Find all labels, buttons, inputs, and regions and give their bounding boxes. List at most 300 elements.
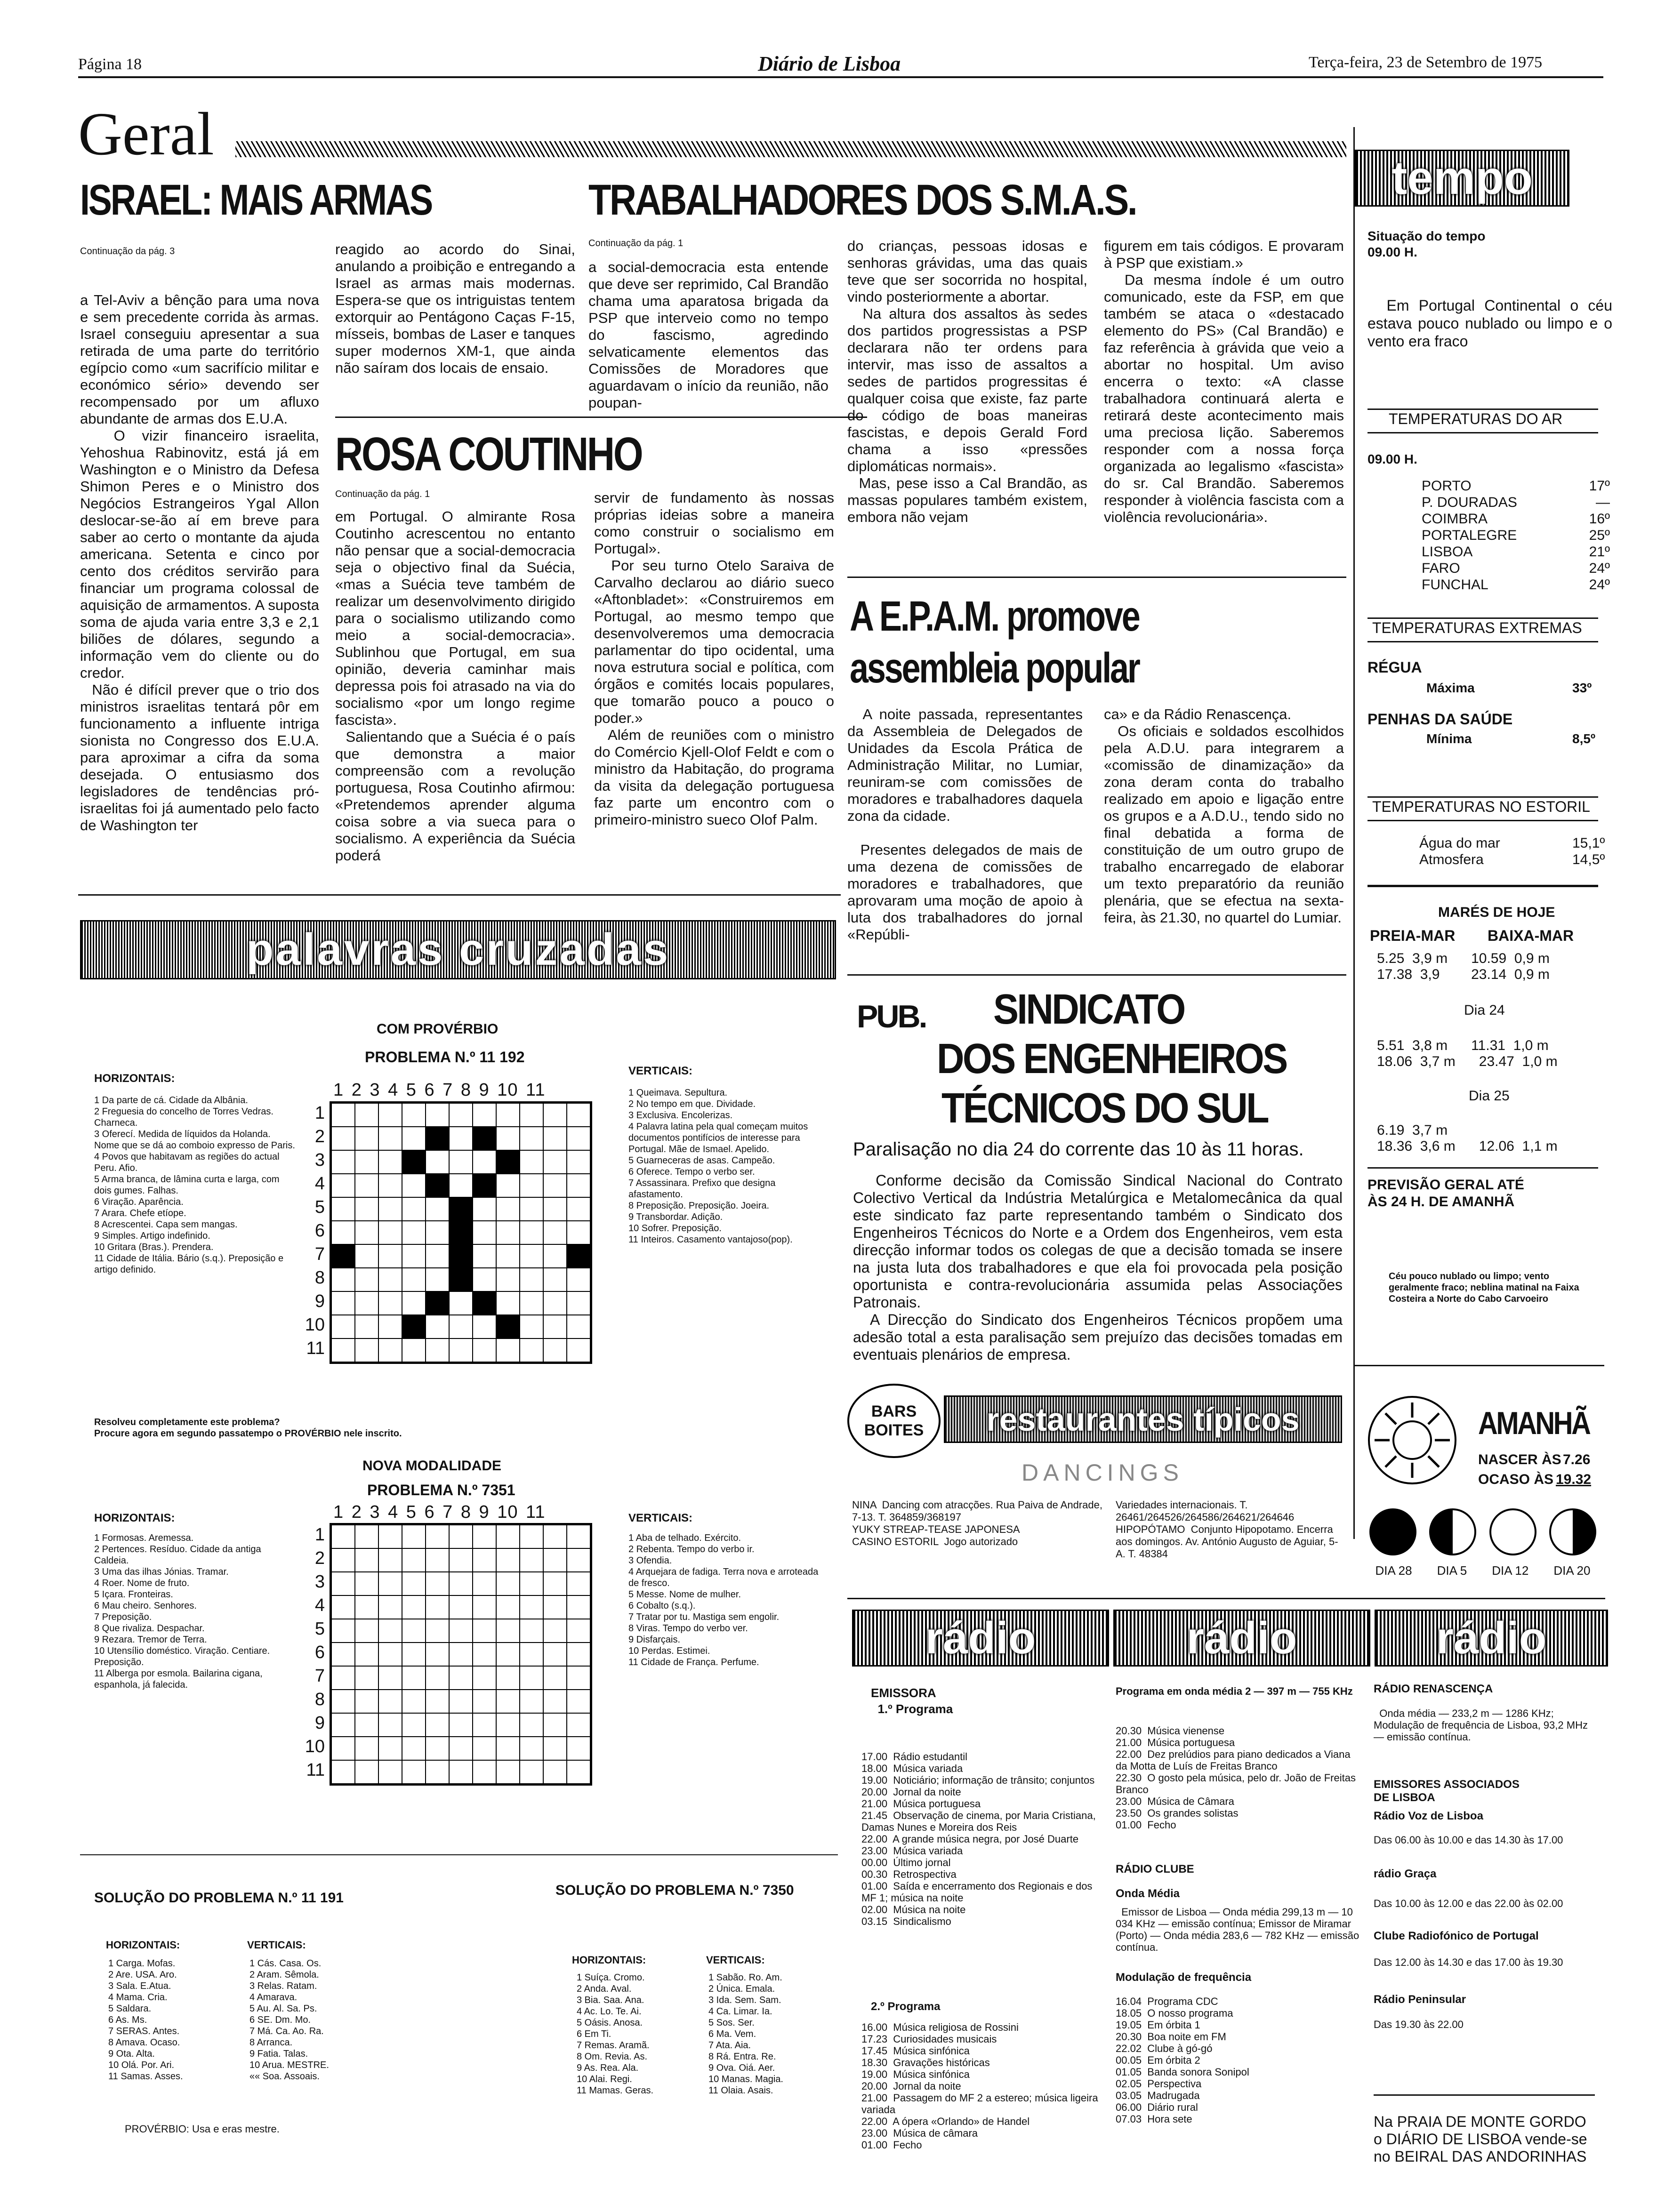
grid-cell [449, 1737, 473, 1760]
grid-cell [473, 1737, 496, 1760]
ar-row [1422, 494, 1610, 511]
moon-new-icon [1367, 1506, 1419, 1558]
cruzadas-sub2: NOVA MODALIDADE [362, 1458, 501, 1474]
grid-cell [449, 1103, 473, 1127]
grid-cell [567, 1244, 590, 1268]
phase-label: DIA 5 [1437, 1563, 1467, 1578]
grid-cell [331, 1221, 355, 1244]
penhas-label: PENHAS DA SAÚDE [1367, 711, 1513, 728]
tempo-banner [1355, 150, 1569, 207]
ar-hour: 09.00 H. [1367, 452, 1417, 466]
sol2-title: SOLUÇÃO DO PROBLEMA N.º 7350 [555, 1883, 794, 1898]
grid-cell [331, 1174, 355, 1197]
cruzadas-prob1: PROBLEMA N.º 11 192 [365, 1049, 525, 1066]
grid-cell [520, 1548, 543, 1572]
grid-cell [543, 1103, 567, 1127]
radio-voz-title: Rádio Voz de Lisboa [1374, 1810, 1483, 1822]
grid-cell [449, 1643, 473, 1666]
grid-cell [355, 1103, 378, 1127]
smas-continuation: Continuação da pág. 1 [588, 238, 684, 248]
radio-onda-media-title: Onda Média [1116, 1887, 1180, 1900]
grid-cell [520, 1197, 543, 1221]
grid-cell [378, 1150, 402, 1174]
grid-cell [355, 1244, 378, 1268]
grid-cell [496, 1197, 520, 1221]
ar-city: P. DOURADAS [1422, 495, 1517, 510]
ar-row [1422, 511, 1610, 527]
grid-cell [355, 1525, 378, 1548]
radio-clube-port-title: Clube Radiofónico de Portugal [1374, 1930, 1539, 1942]
grid-cell [473, 1221, 496, 1244]
ar-row [1422, 577, 1610, 593]
grid-cell [378, 1315, 402, 1338]
ar-row [1422, 478, 1610, 494]
phase-label: DIA 28 [1375, 1563, 1412, 1578]
estoril-bottom-rule [1367, 820, 1598, 821]
grid-cell [331, 1197, 355, 1221]
sol2-vert-label: VERTICAIS: [706, 1954, 765, 1966]
grid-cell [355, 1315, 378, 1338]
grid-cell [473, 1244, 496, 1268]
grid-cell [402, 1737, 426, 1760]
radio-top-rule [847, 1598, 1605, 1599]
grid-cell [426, 1291, 449, 1315]
grid-cell [355, 1197, 378, 1221]
bars-logo-line1: BARS [871, 1403, 917, 1420]
grid-cell [449, 1244, 473, 1268]
israel-col2: reagido ao acordo do Sinai, anulando a proibição e entregando a Israel as armas mais modernas. Espera-se que os intriguistas tentem extorquir ao Pentágono Caças F-15, mísseis, bombas de Laser e tanques super modernos XM-1, que ainda não saíram dos locais de ensaio. [335, 241, 579, 376]
grid-cell [402, 1760, 426, 1784]
grid-cell [331, 1127, 355, 1150]
grid-cell [426, 1315, 449, 1338]
israel-headline: ISRAEL: MAIS ARMAS [80, 176, 432, 224]
grid-cell [496, 1221, 520, 1244]
cruzadas-prob2: PROBLEMA N.º 7351 [367, 1482, 515, 1499]
previsao-title: PREVISÃO GERAL ATÉ ÀS 24 H. DE AMANHÃ [1367, 1177, 1524, 1210]
grid-cell [449, 1268, 473, 1291]
horiz2-label: HORIZONTAIS: [94, 1512, 175, 1524]
grid-cell [543, 1315, 567, 1338]
radio-emissora-prog2-title: 2.º Programa [871, 2000, 941, 2013]
resolveu-note: Resolveu completamente este problema? Procure agora em segundo passatempo o PROVÉRBIO nele inscrito. [94, 1417, 402, 1439]
grid-cell [496, 1268, 520, 1291]
previsao-top-rule [1367, 1167, 1598, 1169]
ar-city: PORTALEGRE [1422, 528, 1517, 543]
ocaso-value: 19.32 [1556, 1472, 1592, 1487]
grid-cell [520, 1713, 543, 1737]
grid-cell [496, 1713, 520, 1737]
grid-cell [378, 1525, 402, 1548]
grid-cell [402, 1713, 426, 1737]
grid-cell [520, 1291, 543, 1315]
grid-cell [496, 1150, 520, 1174]
grid-cell [331, 1595, 355, 1619]
grid-cell [567, 1150, 590, 1174]
grid-cell [426, 1595, 449, 1619]
issue-date: Terça-feira, 23 de Setembro de 1975 [1309, 54, 1543, 71]
ar-city: PORTO [1422, 478, 1472, 494]
grid-cell [378, 1174, 402, 1197]
grid-cell [378, 1268, 402, 1291]
grid-cell [567, 1619, 590, 1643]
ar-row [1422, 560, 1610, 577]
radio-modfreq: 16.04 Programa CDC 18.05 O nosso programa 19.05 Em órbita 1 20.30 Boa noite em FM 22.02 Clube à gó-gó 00.05 Em órbita 2 01.05 Banda sonora Sonipol 02.05 Perspectiva 03.05 Madrugada 06.00 Diário rural 07.03 Hora sete [1116, 1996, 1249, 2125]
solucao-divider [80, 1854, 838, 1855]
tempo-situacao: Em Portugal Continental o céu estava pouco nublado ou limpo e o vento era fraco [1367, 297, 1617, 350]
epam-col2: ca» e da Rádio Renascença. Os oficiais e soldados escolhidos pela A.D.U. para integrarem a «comissão de dinamização» da zona deram conta do trabalho realizado em apoio e ligação entre os grupos e a A.D.U., tendo sido no final debatida a forma de constituição de um outro grupo de trabalho encarregado de elaborar um texto preparatório da reunião plenária, que se efectua na sexta-feira, às 21.30, no quartel do Lumiar. [1104, 706, 1344, 926]
regua-value: 33º [1572, 681, 1592, 695]
grid-cell [426, 1690, 449, 1713]
pub-title-2: DOS ENGENHEIROS [937, 1035, 1287, 1082]
radio-clube-port: Das 12.00 às 14.30 e das 17.00 às 19.30 [1374, 1956, 1563, 1968]
grid-cell [355, 1595, 378, 1619]
grid-cell [331, 1268, 355, 1291]
grid-cell [520, 1595, 543, 1619]
grid-cell [543, 1127, 567, 1150]
grid-cell [567, 1291, 590, 1315]
radio-voz: Das 06.00 às 10.00 e das 14.30 às 17.00 [1374, 1834, 1563, 1846]
grid-cell [543, 1548, 567, 1572]
grid2-row-numbers: 1 2 3 4 5 6 7 8 9 10 11 [305, 1525, 325, 1780]
ar-top-rule [1367, 409, 1598, 410]
grid-cell [496, 1737, 520, 1760]
grid-cell [520, 1221, 543, 1244]
grid-cell [496, 1244, 520, 1268]
estoril-title: TEMPERATURAS NO ESTORIL [1372, 798, 1590, 815]
crossword-grid-2 [330, 1523, 592, 1786]
grid-cell [520, 1174, 543, 1197]
grid-cell [543, 1595, 567, 1619]
grid-cell [543, 1268, 567, 1291]
ar-temp: 21º [1589, 544, 1610, 560]
grid-cell [426, 1244, 449, 1268]
grid-cell [449, 1150, 473, 1174]
grid-cell [473, 1197, 496, 1221]
grid-cell [378, 1244, 402, 1268]
grid-cell [449, 1338, 473, 1362]
radio-emissora-prog1: 17.00 Rádio estudantil 18.00 Música variada 19.00 Noticiário; informação de trânsito; conjuntos 20.00 Jornal da noite 21.00 Música portuguesa 21.45 Observação de cinema, por Maria Cristiana, Damas Nunes e Moreira dos Reis 22.00 A grande música negra, por José Duarte 23.00 Música variada 00.00 Último jornal 00.30 Retrospectiva 01.00 Saída e encerramento dos Regionais e dos MF 1; música na noite 02.00 Música na noite 03.15 Sindicalismo [861, 1751, 1096, 1927]
grid-cell [567, 1197, 590, 1221]
mares-top-rule [1367, 885, 1598, 887]
radio-emissora-title: EMISSORA 1.º Programa [871, 1686, 953, 1716]
grid-cell [426, 1338, 449, 1362]
grid-cell [473, 1760, 496, 1784]
grid-cell [449, 1760, 473, 1784]
vert1-clues: 1 Queimava. Sepultura. 2 No tempo em que. Dividade. 3 Exclusiva. Encolerizas. 4 Palavra latina pela qual começam muitos documentos pontifícios de interesse para Portugal. Mãe de Ismael. Apelido. 5 Guarneceras de asas. Campeão. 6 Oferece. Tempo o verbo ser. 7 Assassinara. Prefixo que designa afastamento. 8 Preposição. Preposição. Joeira. 9 Transbordar. Adição. 10 Sofrer. Preposição. 11 Inteiros. Casamento vantajoso(pop). [628, 1088, 808, 1245]
grid-cell [331, 1666, 355, 1690]
grid-cell [543, 1174, 567, 1197]
moon-first-quarter-icon [1427, 1506, 1479, 1558]
grid-cell [378, 1572, 402, 1595]
radio-banner-1 [852, 1610, 1109, 1667]
grid-cell [473, 1643, 496, 1666]
rosa-top-rule [335, 417, 867, 418]
radio-om2-title: Programa em onda média 2 — 397 m — 755 KHz [1116, 1685, 1353, 1697]
sol1-vert-label: VERTICAIS: [247, 1939, 306, 1951]
grid-cell [567, 1737, 590, 1760]
grid-cell [378, 1643, 402, 1666]
grid-cell [473, 1548, 496, 1572]
grid-cell [473, 1525, 496, 1548]
preia-label: PREIA-MAR [1370, 927, 1456, 944]
grid-cell [378, 1595, 402, 1619]
grid-cell [567, 1643, 590, 1666]
grid-cell [378, 1619, 402, 1643]
grid-cell [378, 1760, 402, 1784]
rosa-continuation: Continuação da pág. 1 [335, 489, 430, 499]
grid-cell [378, 1737, 402, 1760]
penhas-value: 8,5º [1572, 731, 1596, 746]
grid-cell [473, 1666, 496, 1690]
grid-cell [402, 1690, 426, 1713]
smas-col2: do crianças, pessoas idosas e senhoras grávidas, uma das quais teve que ser socorrida no hospital, vindo posteriormente a abortar. Na altura dos assaltos às sedes dos partidos progressistas a PSP declarara não ter ordens para intervir, mas isso de assaltos a sedes de partidos progressitas é qualquer coisa que existe, faz parte do código de boas maneiras fascistas, e depois Gerald Ford chama a isso «pressões diplomáticas normais». Mas, pese isso a Cal Brandão, as massas populares também existem, embora não vejam [847, 238, 1088, 525]
mares-dia24: Dia 24 [1464, 1002, 1505, 1018]
previsao-text: Céu pouco nublado ou limpo; vento geralmente fraco; neblina matinal na Faixa Costeira a Norte do Cabo Carvoeiro [1389, 1271, 1582, 1304]
ar-temp: — [1596, 495, 1610, 510]
grid-cell [378, 1338, 402, 1362]
radio-assoc-title: EMISSORES ASSOCIADOS DE LISBOA [1374, 1778, 1520, 1804]
grid-cell [543, 1737, 567, 1760]
radio-banner-2 [1113, 1610, 1370, 1667]
grid-cell [449, 1315, 473, 1338]
ext-bottom-rule [1367, 641, 1598, 642]
section-hatch [235, 141, 1346, 157]
grid-cell [449, 1595, 473, 1619]
grid-cell [520, 1338, 543, 1362]
ext-title: TEMPERATURAS EXTREMAS [1372, 619, 1582, 636]
grid-cell [567, 1690, 590, 1713]
grid-cell [331, 1315, 355, 1338]
grid-cell [402, 1150, 426, 1174]
grid-cell [473, 1268, 496, 1291]
grid-cell [331, 1525, 355, 1548]
baixa-label: BAIXA-MAR [1488, 927, 1574, 944]
grid-cell [331, 1244, 355, 1268]
section-title: Geral [78, 100, 214, 168]
ar-bottom-rule [1367, 432, 1598, 433]
grid-cell [496, 1525, 520, 1548]
grid-cell [426, 1103, 449, 1127]
grid-cell [331, 1713, 355, 1737]
grid-cell [402, 1315, 426, 1338]
atmosfera-value: 14,5º [1572, 852, 1605, 867]
cruzadas-banner [80, 920, 836, 979]
grid-cell [331, 1103, 355, 1127]
header-rule [78, 76, 1603, 78]
grid-cell [520, 1572, 543, 1595]
amanha-top-rule [1355, 1365, 1604, 1366]
ar-city: FARO [1422, 561, 1460, 576]
radio-graca-title: rádio Graça [1374, 1867, 1437, 1880]
vert1-label: VERTICAIS: [628, 1065, 693, 1077]
grid-cell [331, 1338, 355, 1362]
grid-cell [543, 1525, 567, 1548]
grid-cell [496, 1643, 520, 1666]
page-number: Página 18 [78, 56, 142, 73]
atmosfera-label: Atmosfera [1419, 852, 1484, 867]
grid-cell [496, 1338, 520, 1362]
grid-cell [473, 1572, 496, 1595]
radio-ren-title: RÁDIO RENASCENÇA [1374, 1683, 1493, 1695]
grid-cell [449, 1548, 473, 1572]
grid-cell [473, 1103, 496, 1127]
radio-clube: Emissor de Lisboa — Onda média 299,13 m — 10 034 KHz — emissão contínua; Emissor de Miramar (Porto) — Onda média 283,6 — 782 KHz — emissão contínua. [1116, 1906, 1362, 1953]
cruzadas-banner-text: palavras cruzadas [246, 924, 670, 975]
grid-cell [378, 1197, 402, 1221]
grid-cell [520, 1525, 543, 1548]
grid-cell [449, 1713, 473, 1737]
grid-cell [355, 1150, 378, 1174]
grid-cell [449, 1572, 473, 1595]
ar-temp: 24º [1589, 577, 1610, 593]
nasce-value: 7.26 [1563, 1452, 1591, 1467]
grid-cell [543, 1291, 567, 1315]
grid-cell [426, 1127, 449, 1150]
grid-cell [378, 1548, 402, 1572]
ar-list [1422, 478, 1610, 593]
sol2-horiz: 1 Suíça. Cromo. 2 Anda. Aval. 3 Bia. Saa. Ana. 4 Ac. Lo. Te. Ai. 5 Oásis. Anosa. 6 Em Ti. 7 Remas. Aramã. 8 Om. Revia. As. 9 As. Rea. Ala. 10 Alai. Regi. 11 Mamas. Geras. [577, 1972, 654, 2096]
grid-cell [473, 1619, 496, 1643]
rosa-headline: ROSA COUTINHO [335, 428, 642, 481]
epam-headline-1: A E.P.A.M. promove [850, 593, 1139, 640]
grid-cell [331, 1737, 355, 1760]
nasce-label: NASCER ÀS [1478, 1452, 1561, 1467]
bars-logo-line2: BOITES [864, 1421, 924, 1439]
horiz2-clues: 1 Formosas. Aremessa. 2 Pertences. Resíduo. Cidade da antiga Caldeia. 3 Uma das ilhas Jónias. Tramar. 4 Roer. Nome de fruto. 5 Içara. Fronteiras. 6 Mau cheiro. Senhores. 7 Preposição. 8 Que rivaliza. Despachar. 9 Rezara. Tremor de Terra. 10 Utensílio doméstico. Viração. Centiare. Preposição. 11 Alberga por esmola. Bailarina cigana, espanhola, já falecida. [94, 1533, 270, 1690]
radio-ren: Onda média — 233,2 m — 1286 KHz; Modulação de frequência de Lisboa, 93,2 MHz — emissão contínua. [1374, 1707, 1591, 1743]
grid-cell [473, 1127, 496, 1150]
grid-cell [426, 1525, 449, 1548]
sol1-horiz: 1 Carga. Mofas. 2 Are. USA. Aro. 3 Sala. E.Atua. 4 Mama. Cria. 5 Saldara. 6 As. Ms. 7 SERAS. Antes. 8 Amava. Ocaso. 9 Ota. Alta. 10 Olá. Por. Ari. 11 Samas. Asses. [108, 1958, 183, 2082]
grid-cell [496, 1619, 520, 1643]
grid-cell [355, 1737, 378, 1760]
pub-title-3: TÉCNICOS DO SUL [941, 1085, 1268, 1132]
grid-cell [473, 1291, 496, 1315]
ar-temp: 24º [1589, 561, 1610, 576]
regua-maxima: Máxima [1426, 681, 1475, 695]
grid-cell [402, 1221, 426, 1244]
grid-cell [496, 1174, 520, 1197]
penhas-minima: Mínima [1426, 731, 1472, 746]
grid-cell [355, 1548, 378, 1572]
grid-cell [567, 1713, 590, 1737]
grid-cell [355, 1643, 378, 1666]
epam-col1: A noite passada, representantes da Assembleia de Delegados de Unidades da Escola Prática de Administração Militar, no Lumiar, reuniram-se com comissões de moradores e trabalhadores daquela zona da cidade. Presentes delegados de mais de uma dezena de comissões de moradores e trabalhadores, que aprovaram uma moção de apoio à luta dos trabalhadores do jornal «Repúbli- [847, 706, 1083, 943]
grid-cell [520, 1619, 543, 1643]
masthead: Diário de Lisboa [758, 52, 901, 75]
grid-cell [355, 1268, 378, 1291]
grid-cell [567, 1595, 590, 1619]
grid-cell [567, 1221, 590, 1244]
rosa-col1: em Portugal. O almirante Rosa Coutinho acrescentou no entanto não pensar que a social-democracia seja o objectivo final da Suécia, «mas a Suécia teve também de realizar um desenvolvimento dirigido para o socialismo utilizando como meio a social-democracia». Sublinhou que Portugal, em sua opinião, deveria caminhar mais depressa pois foi atrasado na via do socialismo «por um longo regime fascista». Salientando que a Suécia é o país que demonstra a maior compreensão com a revolução portuguesa, Rosa Coutinho afirmou: «Pretendemos aprender alguma coisa sobre a via sueca para o socialismo. A experiência da Suécia poderá [335, 508, 575, 864]
grid-cell [402, 1338, 426, 1362]
radio-peninsular-title: Rádio Peninsular [1374, 1993, 1466, 2006]
grid-cell [449, 1197, 473, 1221]
ar-temp: 25º [1589, 528, 1610, 543]
ar-temp: 16º [1589, 511, 1610, 527]
radio-banner-3 [1375, 1610, 1608, 1667]
grid-cell [520, 1315, 543, 1338]
grid-cell [426, 1174, 449, 1197]
ar-city: COIMBRA [1422, 511, 1488, 527]
grid1-col-numbers: 1 2 3 4 5 6 7 8 9 10 11 [333, 1080, 546, 1100]
grid-cell [378, 1690, 402, 1713]
smas-headline: TRABALHADORES DOS S.M.A.S. [588, 176, 1136, 224]
grid-cell [520, 1103, 543, 1127]
sol2-horiz-label: HORIZONTAIS: [572, 1954, 646, 1966]
smas-col3: figurem em tais códigos. E provaram à PSP que existiam.» Da mesma índole é um outro comunicado, este da FSP, em que também se ataca o «destacado elemento do PS» (Cal Brandão) e faz referência à grávida que veio a abortar no hospital. Um aviso encerra o texto: «A classe trabalhadora continuará alerta e retirará deste acontecimento mais uma preciosa lição. Saberemos responder com a nossa força organizada ao legalismo «fascista» do sr. Cal Brandão. Saberemos responder à violência fascista com a violência revolucionária». [1104, 238, 1344, 525]
grid-cell [449, 1127, 473, 1150]
mares-dia25: Dia 25 [1469, 1088, 1510, 1104]
grid-cell [520, 1150, 543, 1174]
grid-cell [496, 1127, 520, 1150]
sun-icon [1365, 1393, 1459, 1487]
grid-cell [567, 1103, 590, 1127]
moon-full-icon [1487, 1506, 1539, 1558]
mares-24: 5.51 3,8 m 11.31 1,0 m 18.06 3,7 m 23.47 1,0 m [1377, 1038, 1558, 1069]
grid-cell [378, 1713, 402, 1737]
agua-label: Água do mar [1419, 835, 1500, 851]
phase-label: DIA 20 [1553, 1563, 1591, 1578]
grid-cell [331, 1690, 355, 1713]
amanha-title: AMANHÃ [1478, 1405, 1590, 1441]
grid-cell [378, 1221, 402, 1244]
grid-cell [355, 1760, 378, 1784]
grid-cell [426, 1572, 449, 1595]
radio-banner-1-text: rádio [925, 1612, 1036, 1663]
grid-cell [355, 1127, 378, 1150]
grid-cell [355, 1291, 378, 1315]
grid-cell [426, 1713, 449, 1737]
grid-cell [567, 1548, 590, 1572]
grid-cell [402, 1666, 426, 1690]
grid2-col-numbers: 1 2 3 4 5 6 7 8 9 10 11 [333, 1502, 546, 1522]
grid-cell [520, 1244, 543, 1268]
smas-col1: a social-democracia esta entende que deve ser reprimido, Cal Brandão chama uma aparatosa brigada da PSP que interveio como no tempo do fascismo, agredindo selvaticamente elementos das Comissões de Moradores que aguardavam o início da reunião, não poupan- [588, 259, 833, 411]
grid-cell [331, 1760, 355, 1784]
grid-cell [567, 1666, 590, 1690]
pub-top-rule [847, 974, 1346, 976]
grid-cell [496, 1595, 520, 1619]
vert2-label: VERTICAIS: [628, 1512, 693, 1524]
grid-cell [449, 1174, 473, 1197]
grid-cell [355, 1221, 378, 1244]
grid-cell [496, 1103, 520, 1127]
restaurantes-banner-text: restaurantes típicos [986, 1401, 1300, 1438]
bars-col1: NINA Dancing com atracções. Rua Paiva de Andrade, 7-13. T. 364859/368197 YUKY STREAP-TEASE JAPONESA CASINO ESTORIL Jogo autorizado [852, 1499, 1102, 1547]
grid-cell [543, 1690, 567, 1713]
grid-cell [426, 1737, 449, 1760]
grid-cell [402, 1619, 426, 1643]
cruzadas-sub1: COM PROVÉRBIO [377, 1021, 499, 1037]
epam-headline-2: assembleia popular [850, 645, 1139, 692]
grid-cell [449, 1619, 473, 1643]
sol1-vert: 1 Cás. Casa. Os. 2 Aram. Sêmola. 3 Relas. Ratam. 4 Amarava. 5 Au. Al. Sa. Ps. 6 SE. Dm. Mo. 7 Má. Ca. Ao. Ra. 8 Arranca. 9 Fatia. Talas. 10 Arua. MESTRE. «« Soa. Assoais. [249, 1958, 329, 2082]
grid-cell [449, 1690, 473, 1713]
grid-cell [426, 1197, 449, 1221]
grid-cell [426, 1268, 449, 1291]
ar-city: LISBOA [1422, 544, 1473, 560]
radio-peninsular: Das 19.30 às 22.00 [1374, 2019, 1464, 2030]
rosa-col2: servir de fundamento às nossas próprias ideias sobre a maneira como construir o socialismo em Portugal». Por seu turno Otelo Saraiva de Carvalho declarou ao diário sueco «Aftonbladet»: «Construiremos em Portugal, ao mesmo tempo que desenvolveremos uma democracia parlamentar do tipo ocidental, uma nova estrutura social e política, com órgãos e comités locais populares, que tomarão pouco a pouco o poder.» Além de reuniões com o ministro do Comércio Kjell-Olof Feldt e com o ministro da Habitação, do programa da visita da delegação portuguesa faz parte um encontro com o primeiro-ministro sueco Olof Palm. [594, 489, 834, 828]
regua-label: RÉGUA [1367, 659, 1422, 676]
grid-cell [402, 1548, 426, 1572]
grid-cell [378, 1127, 402, 1150]
grid-cell [473, 1595, 496, 1619]
grid-cell [331, 1150, 355, 1174]
grid-cell [402, 1643, 426, 1666]
radio-banner-2-text: rádio [1186, 1612, 1297, 1663]
